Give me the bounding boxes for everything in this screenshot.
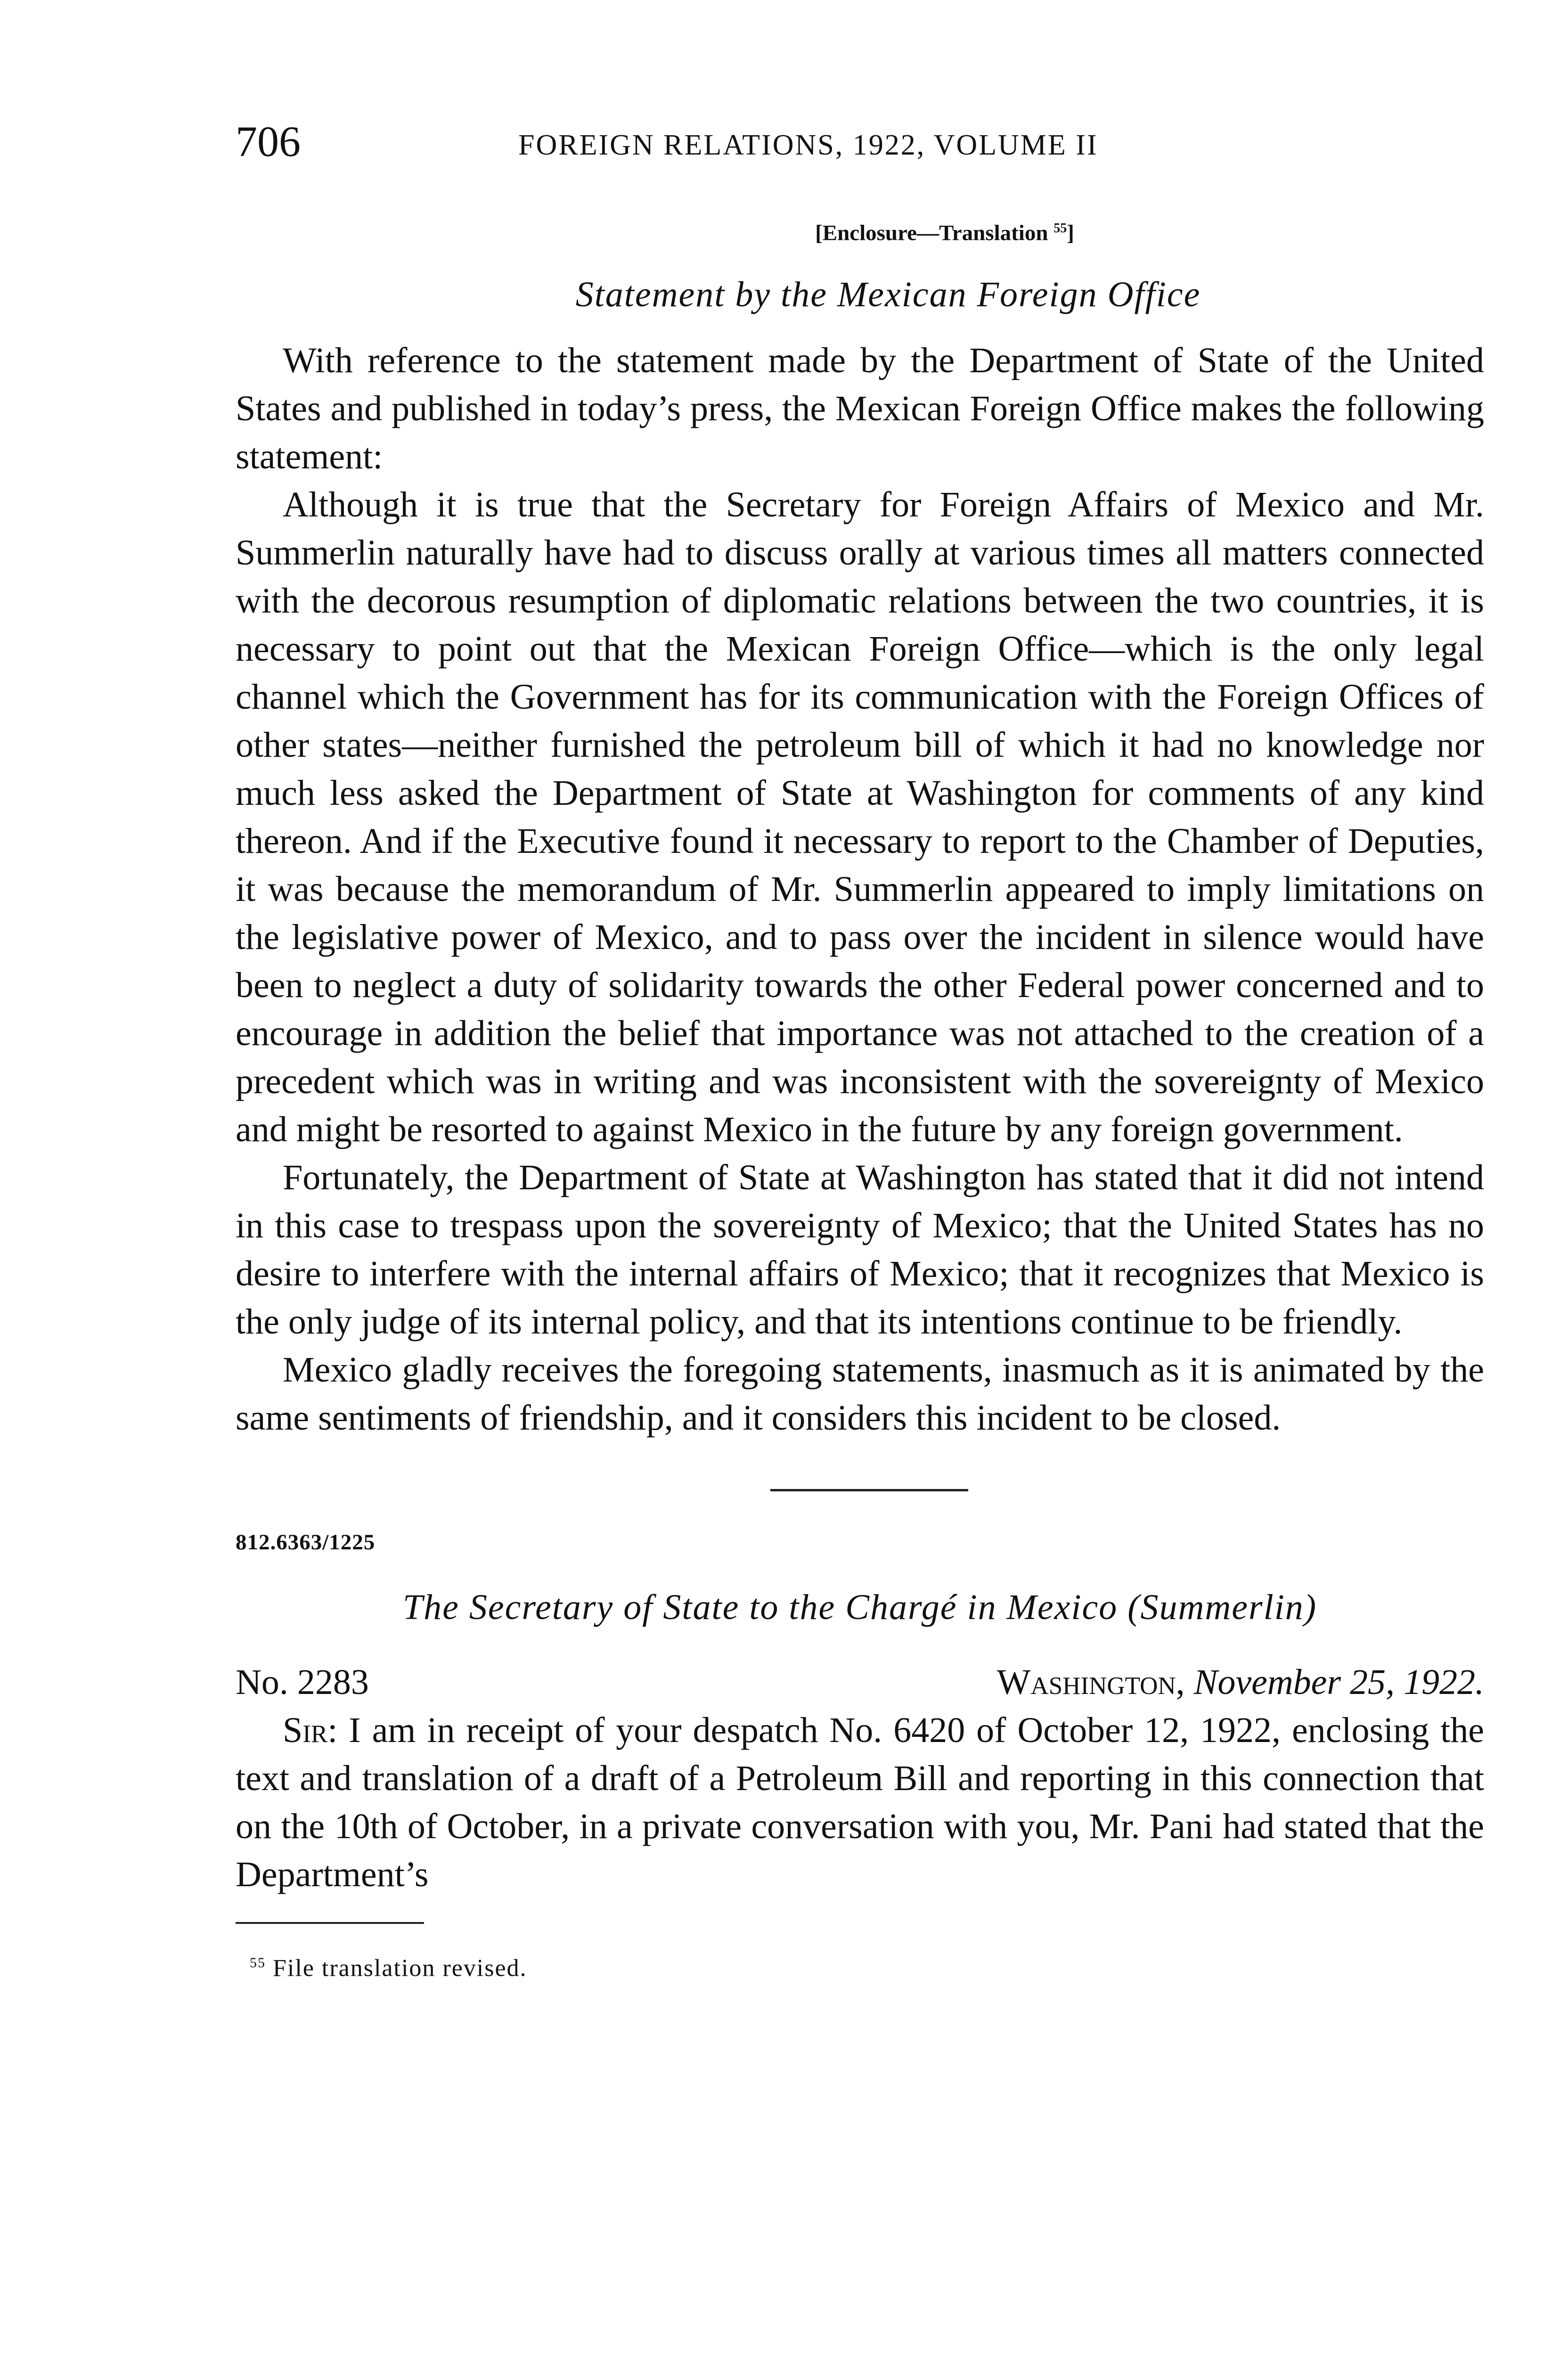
statement-body: [236, 336, 1484, 1442]
footnote-number: 55: [250, 1955, 266, 1971]
dispatch-place: Washington,: [996, 1662, 1185, 1702]
dispatch-number: No. 2283: [236, 1662, 369, 1702]
section-divider: [770, 1489, 968, 1491]
dateline: [236, 1658, 1484, 1706]
enclosure-label-text: [Enclosure—Translation: [815, 221, 1048, 245]
letter-opening: I am in receipt of your despatch No. 6420 of October 12, 1922, enclosing the text and translation of a draft of a Petroleum Bill and reporting in this connection that on the 10th of October, in a private conversation with you, Mr. Pani had stated that the Department’s: [236, 1710, 1484, 1894]
salutation: Sir:: [283, 1710, 338, 1750]
document-page: [236, 118, 1484, 2356]
letter-body: [236, 1706, 1484, 1898]
enclosure-label-close: ]: [1067, 221, 1074, 245]
footnote: [250, 1947, 1484, 1984]
statement-title: Statement by the Mexican Foreign Office: [575, 274, 1201, 314]
statement-paragraph: Fortunately, the Department of State at Washington has stated that it did not intend in this case to trespass upon the sovereignty of Mexico; that the United States has no desire to interfere with the internal affairs of Mexico; that it recognizes that Mexico is the only judge of its internal policy, and that its intentions continue to be friendly.: [236, 1157, 1484, 1342]
file-number: 812.6363/1225: [236, 1530, 376, 1554]
running-title: FOREIGN RELATIONS, 1922, VOLUME II: [518, 129, 1098, 161]
letter-paragraph: [236, 1706, 1484, 1898]
place-and-date: [997, 1658, 1484, 1706]
footnote-divider: [236, 1922, 424, 1924]
running-head: [236, 118, 1484, 179]
enclosure-label: [405, 214, 1484, 247]
footnote-reference: 55: [1054, 221, 1067, 236]
dispatch-date: November 25, 1922.: [1193, 1662, 1484, 1702]
document-title: The Secretary of State to the Chargé in Mexico (Summerlin): [402, 1587, 1317, 1627]
statement-paragraph: Although it is true that the Secretary for Foreign Affairs of Mexico and Mr. Summerlin naturally have had to discuss orally at various times all matters connected with the decorous resumption of diplomatic relations between the two countries, it is necessary to point out that the Mexican Foreign Office—which is the only legal channel which the Government has for its communication with the Foreign Offices of other states—neither furnished the petroleum bill of which it had no knowledge nor much less asked the Department of State at Washington for comments of any kind thereon. And if the Executive found it necessary to report to the Chamber of Deputies, it was because the memorandum of Mr. Summerlin appeared to imply limitations on the legislative power of Mexico, and to pass over the incident in silence would have been to neglect a duty of solidarity towards the other Federal power concerned and to encourage in addition the belief that importance was not attached to the creation of a precedent which was in writing and was inconsistent with the sovereignty of Mexico and might be resorted to against Mexico in the future by any foreign government.: [236, 484, 1484, 1149]
statement-paragraph: With reference to the statement made by the Department of State of the United States and published in today’s press, the Mexican Foreign Office makes the following statement:: [236, 340, 1484, 476]
footnote-text: File translation revised.: [273, 1954, 527, 1981]
statement-paragraph: Mexico gladly receives the foregoing statements, inasmuch as it is animated by the same sentiments of friendship, and it considers this incident to be closed.: [236, 1350, 1484, 1438]
page-number: 706: [236, 117, 301, 165]
